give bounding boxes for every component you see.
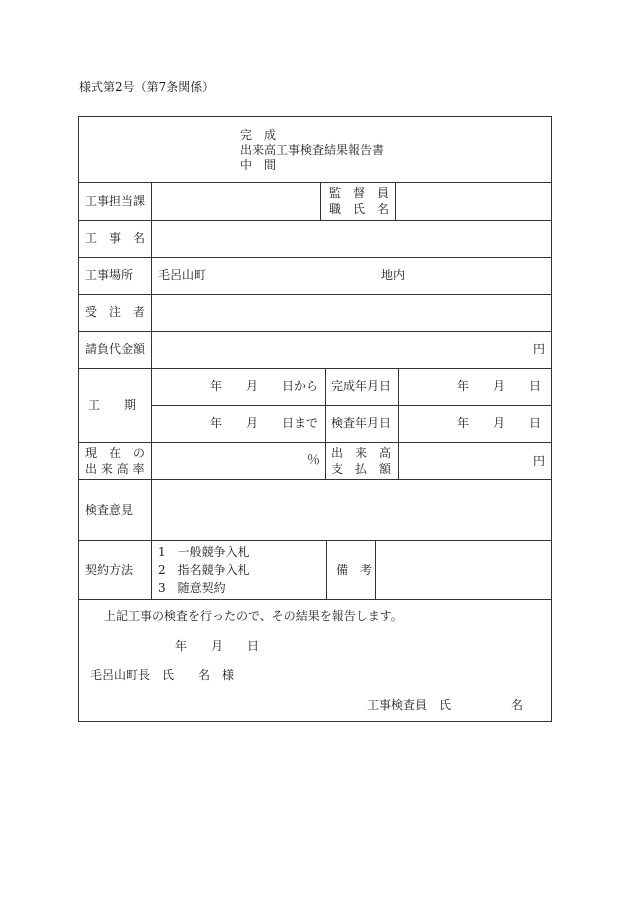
supervisor-label-line2: 職 氏 名 [329,202,390,216]
period-from: 年 月 日から [210,379,319,393]
progress-rate-label-line1: 現 在 の [85,446,146,460]
col-divider [395,182,396,220]
payment-label-line2: 支 払 額 [331,462,392,476]
col-divider [326,540,327,600]
row-divider [151,405,552,406]
row-divider [78,257,552,258]
addressee: 毛呂山町長 氏 名 様 [90,668,235,682]
location-suffix: 地内 [381,268,406,282]
inspector-signature-line: 工事検査員 氏 名 [367,698,524,712]
title-interim: 中 間 [240,158,277,172]
row-divider [78,442,552,443]
contract-amount-unit: 円 [533,342,546,356]
report-statement: 上記工事の検査を行ったので、その結果を報告します。 [104,609,403,623]
row-divider [78,540,552,541]
contract-method-option: 3 随意契約 [158,581,226,595]
contract-method-option: 2 指名競争入札 [158,563,250,577]
contract-method-option: 1 一般競争入札 [158,545,250,559]
row-divider [78,182,552,183]
table-border-left [78,116,79,722]
dept-label: 工事担当課 [85,194,146,208]
location-town: 毛呂山町 [158,268,207,282]
contract-amount-label: 請負代金額 [85,342,146,356]
label-column-divider [151,182,152,600]
inspection-opinion-label: 検査意見 [85,503,134,517]
table-border-right [551,116,552,722]
row-divider [78,479,552,480]
report-date: 年 月 日 [175,639,260,653]
period-to: 年 月 日まで [210,416,319,430]
row-divider [78,294,552,295]
inspection-date-label: 検査年月日 [331,416,392,430]
supervisor-label-line1: 監 督 員 [329,186,390,200]
title-complete: 完 成 [240,128,277,142]
completion-date-label: 完成年月日 [331,379,392,393]
table-border-top [78,116,552,117]
contract-method-label: 契約方法 [85,563,134,577]
row-divider [78,599,552,600]
completion-date-value: 年 月 日 [457,379,542,393]
row-divider [78,220,552,221]
col-divider [375,540,376,600]
payment-unit: 円 [533,454,546,468]
row-divider [78,331,552,332]
title-main: 出来高工事検査結果報告書 [240,143,385,157]
period-label: 工 期 [88,398,137,412]
col-divider [320,182,321,220]
table-border-bottom [78,721,552,722]
contractor-label: 受 注 者 [85,305,146,319]
col-divider [325,368,326,479]
col-divider [398,368,399,479]
location-label: 工事場所 [85,268,134,282]
form-number-label: 様式第2号（第7条関係） [79,80,215,94]
inspection-date-value: 年 月 日 [457,416,542,430]
payment-label-line1: 出 来 高 [331,446,392,460]
row-divider [78,368,552,369]
progress-rate-unit: ％ [307,453,321,468]
project-name-label: 工 事 名 [85,231,146,245]
progress-rate-label-line2: 出 来 高 率 [85,462,145,476]
remarks-label: 備 考 [336,563,373,577]
